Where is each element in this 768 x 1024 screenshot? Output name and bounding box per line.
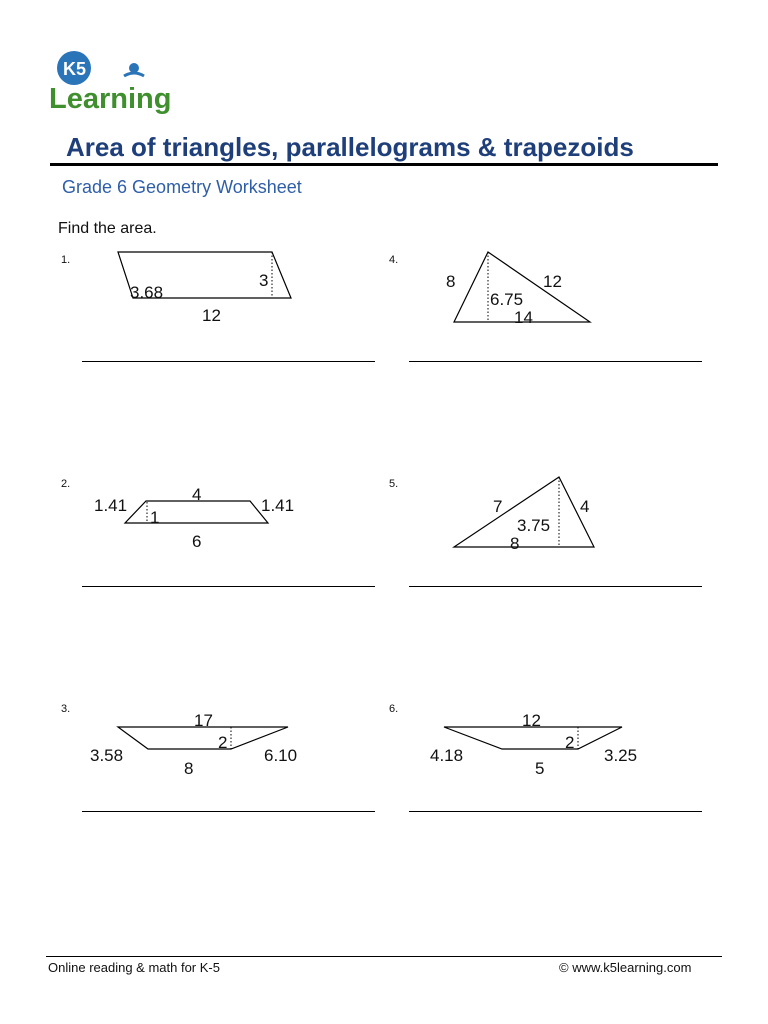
problem-6-height-label: 2 xyxy=(565,733,575,752)
problem-4-triangle xyxy=(440,240,610,340)
answer-line-3[interactable] xyxy=(82,811,375,812)
problem-6-top-label: 12 xyxy=(522,711,541,730)
problem-number-4: 4. xyxy=(389,254,399,266)
answer-line-2[interactable] xyxy=(82,586,375,587)
page-subtitle: Grade 6 Geometry Worksheet xyxy=(62,177,302,197)
problem-4-base-label: 14 xyxy=(514,308,533,327)
problem-6-trapezoid xyxy=(426,706,656,786)
problem-2-right-side-label: 1.41 xyxy=(261,496,295,515)
problem-number-1: 1. xyxy=(61,254,71,266)
problem-number-6: 6. xyxy=(389,703,399,715)
logo-bottom-text: Learning xyxy=(49,83,172,115)
problem-5-height-label: 3.75 xyxy=(517,516,551,535)
problem-3-right-side-label: 6.10 xyxy=(264,746,298,765)
title-divider xyxy=(50,163,718,166)
answer-line-1[interactable] xyxy=(82,361,375,362)
problem-6-left-side-label: 4.18 xyxy=(430,746,464,765)
problem-3-top-label: 17 xyxy=(194,711,213,730)
problem-number-5: 5. xyxy=(389,478,399,490)
problem-3-bottom-label: 8 xyxy=(184,759,194,778)
logo-top-text: K5 xyxy=(63,59,87,79)
problem-4-height-label: 6.75 xyxy=(490,290,524,309)
instruction-text: Find the area. xyxy=(58,220,157,237)
problem-2-height-label: 1 xyxy=(150,508,160,527)
problem-number-3: 3. xyxy=(61,703,71,715)
answer-line-6[interactable] xyxy=(409,811,702,812)
answer-line-5[interactable] xyxy=(409,586,702,587)
problem-3-left-side-label: 3.58 xyxy=(90,746,124,765)
problem-6-bottom-label: 5 xyxy=(535,759,545,778)
problem-1-slant-label: 3.68 xyxy=(130,283,164,302)
footer-divider xyxy=(46,956,722,957)
problem-5-base-label: 8 xyxy=(510,534,520,553)
problem-5-right-side-label: 4 xyxy=(580,497,590,516)
problem-2-left-side-label: 1.41 xyxy=(94,496,128,515)
problem-6-right-side-label: 3.25 xyxy=(604,746,638,765)
problem-3-height-label: 2 xyxy=(218,733,228,752)
problem-1-base-label: 12 xyxy=(202,306,221,325)
problem-5-left-side-label: 7 xyxy=(493,497,503,516)
problem-number-2: 2. xyxy=(61,478,71,490)
problem-4-left-side-label: 8 xyxy=(446,272,456,291)
problem-2-bottom-label: 6 xyxy=(192,532,202,551)
problem-2-top-label: 4 xyxy=(192,485,202,504)
problem-4-right-side-label: 12 xyxy=(543,272,562,291)
problem-5-triangle xyxy=(440,466,610,566)
problem-3-trapezoid xyxy=(86,706,316,786)
problem-1-parallelogram xyxy=(100,240,320,340)
page-title: Area of triangles, parallelograms & trapezoids xyxy=(66,132,634,162)
problem-1-height-label: 3 xyxy=(259,271,269,290)
footer-website-link[interactable]: © www.k5learning.com xyxy=(559,960,692,975)
footer-tagline: Online reading & math for K-5 xyxy=(48,960,220,975)
k5-learning-logo xyxy=(46,46,196,116)
answer-line-4[interactable] xyxy=(409,361,702,362)
problem-2-trapezoid xyxy=(90,480,320,560)
